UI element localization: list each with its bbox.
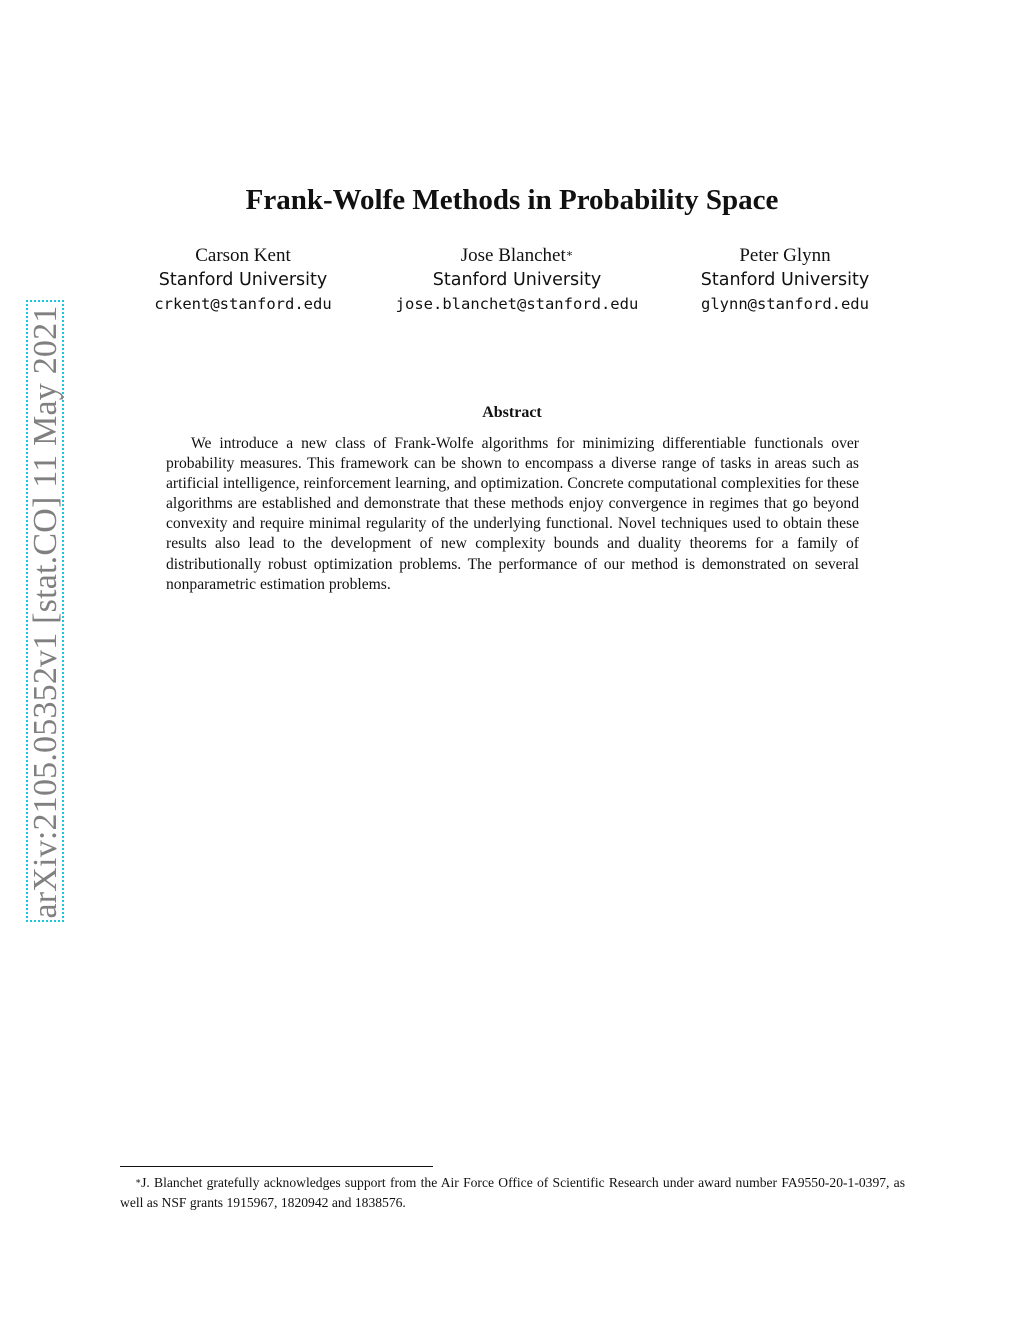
footnote-mark[interactable]: ∗ [565, 248, 574, 260]
author-email[interactable]: glynn@stanford.edu [701, 295, 869, 313]
author-affiliation: Stanford University [432, 270, 602, 290]
paper-title: Frank-Wolfe Methods in Probability Space [245, 184, 779, 216]
author-email[interactable]: crkent@stanford.edu [154, 295, 332, 313]
abstract-text: We introduce a new class of Frank-Wolfe algorithms for minimizing differentiable functionals over probability measures. This framework can be shown to encompass a diverse range of tasks in areas such as artificial intelligence, reinforcement learning, and optimization. Concrete computational complexities for these algorithms are established and demonstrate that these methods enjoy convergence in regimes that go beyond convexity and require minimal regularity of the underlying functional. Novel techniques used to obtain these results also lead to the development of new complexity bounds and duality theorems for a family of distributionally robust optimization problems. The performance of our method is demonstrated on several nonparametric estimation problems. [166, 435, 859, 593]
abstract-heading: Abstract [482, 404, 542, 421]
author-block-blanchet [367, 244, 667, 316]
author-name: Jose Blanchet∗ [460, 245, 574, 266]
author-affiliation: Stanford University [158, 270, 328, 290]
footnote [120, 1173, 905, 1212]
author-block-kent [93, 244, 393, 316]
footnote-mark: ∗ [135, 1176, 142, 1186]
author-block-glynn [635, 244, 935, 316]
author-name: Carson Kent [195, 245, 291, 266]
author-email[interactable]: jose.blanchet@stanford.edu [395, 295, 639, 313]
author-name: Peter Glynn [739, 245, 831, 266]
footnote-divider [120, 1166, 433, 1167]
arxiv-identifier-stamp[interactable]: arXiv:2105.05352v1 [stat.CO] 11 May 2021 [27, 305, 64, 919]
author-affiliation: Stanford University [700, 270, 870, 290]
footnote-text: J. Blanchet gratefully acknowledges support from the Air Force Office of Scientific Research under award number FA9550-20-1-0397, as well as NSF grants 1915967, 1820942 and 1838576. [120, 1175, 905, 1210]
